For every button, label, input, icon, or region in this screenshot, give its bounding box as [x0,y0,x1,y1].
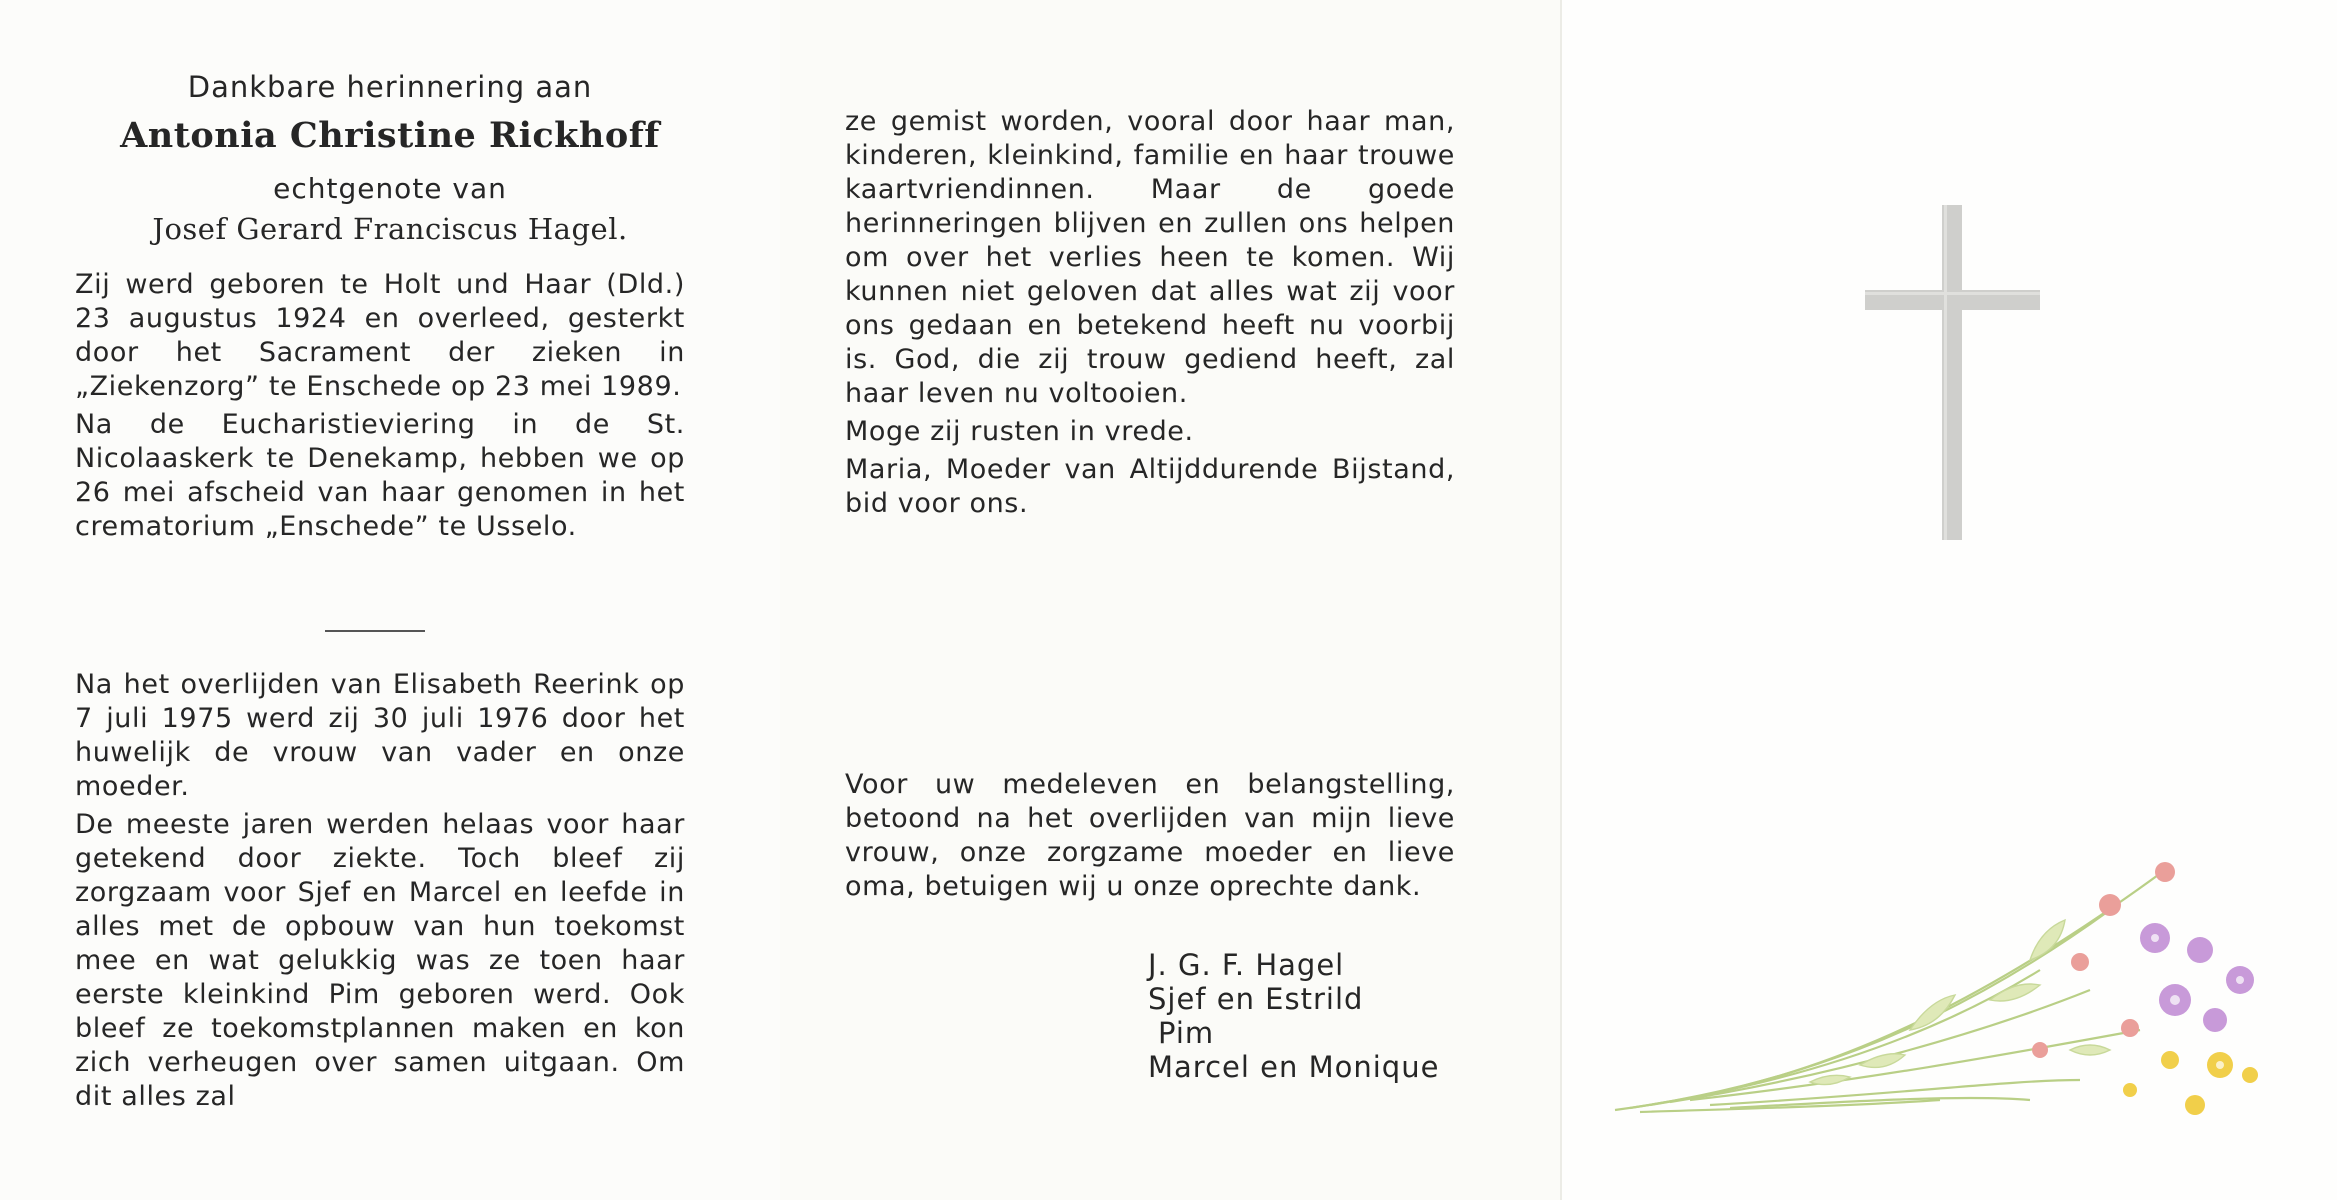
signature-line: Sjef en Estrild [1148,982,1364,1016]
intro-text: Dankbare herinnering aan [187,70,593,104]
memory-paragraph: ze gemist worden, vooral door haar man, kinderen, kleinkind, familie en haar trouwe kaartvriendinnen. Maar de goede herinneringen blijven en zullen ons helpen om over het verlies heen te komen. Wij kunnen niet geloven dat alles wat zij voor ons gedaan en betekend heeft nu voorbij is. God, die zij trouw gediend heeft, zal haar leven nu voltooien. [845,106,1455,409]
life-paragraph: De meeste jaren werden helaas voor haar getekend door ziekte. Toch bleef zij zorgzaam voor Sjef en Marcel en leefde in alles met de opbouw van hun toekomst mee en wat gelukkig was ze toen haar eerste kleinkind Pim geboren werd. Ook bleef ze toekomstplannen maken en kon zich verheugen over samen uitgaan. Om dit alles zal [75,809,685,1112]
signature-line: Marcel en Monique [1148,1050,1440,1084]
prayer-paragraph: Maria, Moeder van Altijddurende Bijstand, bid voor ons. [845,454,1455,519]
deceased-name: Antonia Christine Rickhoff [120,115,660,156]
divider-line [325,630,425,632]
rest-in-peace: Moge zij rusten in vrede. [845,416,1194,447]
left-text-part1 [75,268,685,548]
marriage-paragraph: Na het overlijden van Elisabeth Reerink op 7 juli 1975 werd zij 30 juli 1976 door het huwelijk de vrouw van vader en onze moeder. [75,669,685,802]
left-text-part2 [75,668,685,1118]
flower-bouquet-icon [1610,850,2290,1130]
middle-text-part1 [845,105,1455,525]
card-fold [1560,0,1562,1200]
relation-text: echtgenote van [273,172,507,205]
thanks-text [845,768,1455,908]
funeral-paragraph: Na de Eucharistieviering in de St. Nicolaaskerk te Denekamp, hebben we op 26 mei afscheid van haar genomen in het crematorium „Enschede” te Usselo. [75,409,685,542]
signature-line: J. G. F. Hagel [1148,948,1345,982]
thanks-paragraph: Voor uw medeleven en belangstelling, betoond na het overlijden van mijn lieve vrouw, onze zorgzame moeder en lieve oma, betuigen wij u onze oprechte dank. [845,769,1455,902]
signatures [1148,948,1439,1084]
cross-icon [1865,205,2040,545]
signature-line: Pim [1158,1016,1215,1050]
husband-name: Josef Gerard Franciscus Hagel. [152,212,628,246]
birth-death-paragraph: Zij werd geboren te Holt und Haar (Dld.) 23 augustus 1924 en overleed, gesterkt door het Sacrament der zieken in „Ziekenzorg” te Enschede op 23 mei 1989. [75,269,685,402]
